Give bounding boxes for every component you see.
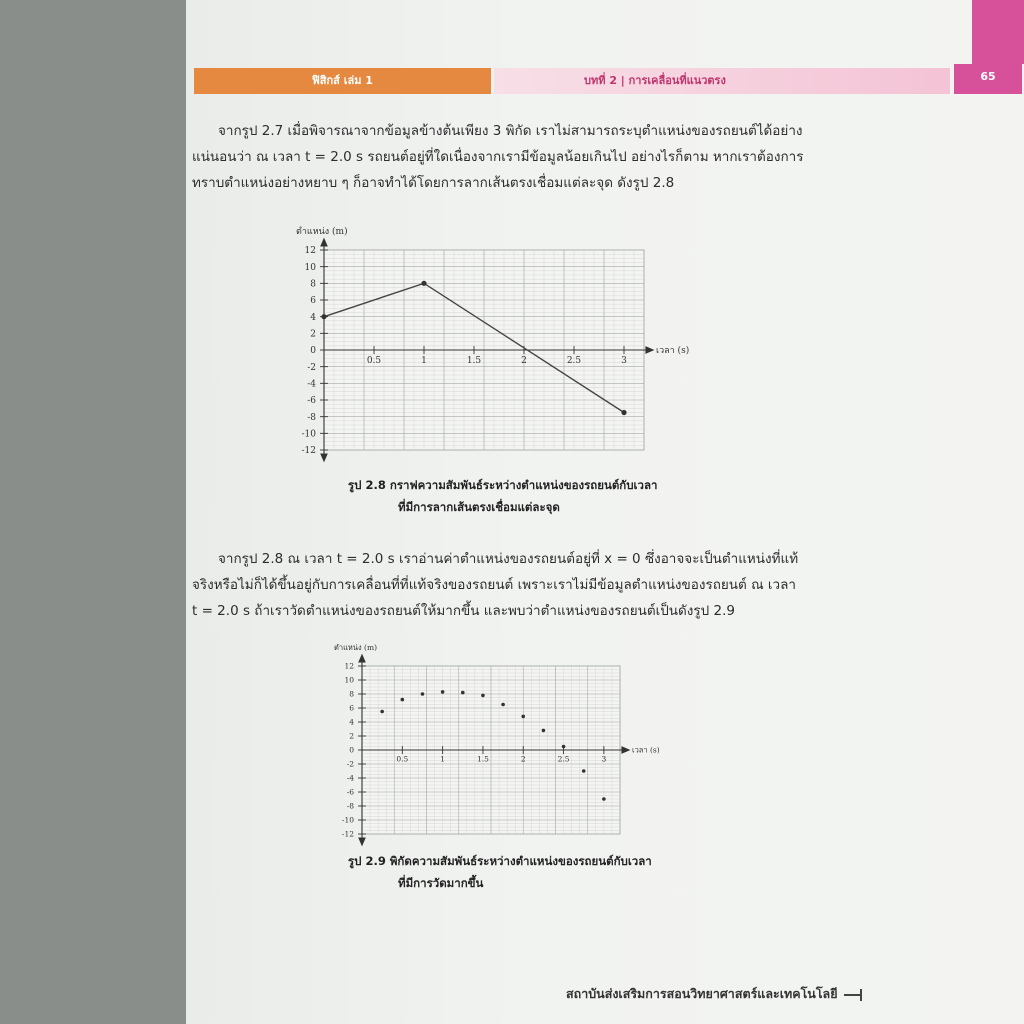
y-tick-label-10: -8 xyxy=(307,412,316,423)
data-point-2 xyxy=(421,692,425,696)
x-tick-label-0: 0.5 xyxy=(396,754,409,764)
y-tick-label-6: 0 xyxy=(349,745,354,755)
page-header xyxy=(194,64,1022,98)
y-tick-label-2: 8 xyxy=(310,279,316,290)
y-tick-label-7: -2 xyxy=(346,759,354,769)
data-point-0 xyxy=(380,710,384,714)
y-tick-label-0: 12 xyxy=(304,246,316,257)
y-tick-label-5: 2 xyxy=(310,329,316,340)
figure-2-9-caption-line-2: ที่มีการวัดมากขึ้น xyxy=(398,876,484,890)
y-axis-arrow-up xyxy=(359,655,365,662)
data-point-1 xyxy=(421,281,426,286)
paragraph-1 xyxy=(192,118,972,196)
x-axis-arrow xyxy=(622,747,629,753)
y-tick-label-9: -6 xyxy=(307,396,316,407)
x-tick-label-1: 1 xyxy=(440,754,446,764)
x-tick-label-3: 2 xyxy=(521,356,527,366)
data-point-5 xyxy=(481,694,485,698)
data-point-2 xyxy=(621,410,626,415)
data-point-1 xyxy=(401,698,405,702)
data-point-9 xyxy=(562,745,566,749)
data-point-7 xyxy=(521,715,525,719)
y-tick-label-8: -4 xyxy=(346,773,354,783)
chapter-title xyxy=(494,68,950,94)
x-tick-label-1: 1 xyxy=(421,356,427,366)
x-tick-label-0: 0.5 xyxy=(366,356,382,366)
y-tick-label-3: 6 xyxy=(349,703,354,713)
y-axis-label: ตำแหน่ง (m) xyxy=(296,227,348,237)
y-tick-label-12: -12 xyxy=(341,829,354,839)
paragraph-1-line-1: จากรูป 2.7 เมื่อพิจารณาจากข้อมูลข้างต้นเพียง 3 พิกัด เราไม่สามารถระบุตำแหน่งของรถยนต์ได้อย่าง xyxy=(218,123,803,139)
y-axis-arrow-up xyxy=(321,239,327,246)
data-point-10 xyxy=(582,769,586,773)
y-tick-label-8: -4 xyxy=(307,379,316,390)
paragraph-1-line-2: แน่นอนว่า ณ เวลา t = 2.0 s รถยนต์อยู่ที่ใดเนื่องจากเรามีข้อมูลน้อยเกินไป อย่างไรก็ตาม หากเราต้องการ xyxy=(192,149,804,165)
data-point-0 xyxy=(321,314,326,319)
x-tick-label-4: 2.5 xyxy=(557,754,570,764)
page-corner-tab xyxy=(972,0,1024,64)
x-tick-label-4: 2.5 xyxy=(566,356,582,366)
paragraph-2 xyxy=(192,546,972,624)
figure-2-8-chart xyxy=(284,222,704,477)
page-number: 65 xyxy=(954,64,1022,94)
data-point-3 xyxy=(441,690,445,694)
paragraph-2-line-2: จริงหรือไม่ก็ได้ขึ้นอยู่กับการเคลื่อนที่ที่แท้จริงของรถยนต์ เพราะเราไม่มีข้อมูลตำแหน่งของรถยนต์ ณ เวลา xyxy=(192,577,796,593)
y-tick-label-9: -6 xyxy=(346,787,354,797)
y-axis-arrow-down xyxy=(321,454,327,461)
y-tick-label-11: -10 xyxy=(341,815,354,825)
chapter-title-text: บทที่ 2 | การเคลื่อนที่แนวตรง xyxy=(584,74,726,87)
data-point-4 xyxy=(461,691,465,695)
book-page xyxy=(186,0,1024,1024)
paragraph-2-line-1: จากรูป 2.8 ณ เวลา t = 2.0 s เราอ่านค่าตำแหน่งของรถยนต์อยู่ที่ x = 0 ซึ่งอาจจะเป็นตำแหน่งที่แท้ xyxy=(218,551,799,567)
x-axis-arrow xyxy=(646,347,653,353)
x-axis-label: เวลา (s) xyxy=(656,346,690,357)
y-tick-label-3: 6 xyxy=(310,296,316,307)
figure-2-8-caption-line-2: ที่มีการลากเส้นตรงเชื่อมแต่ละจุด xyxy=(398,500,560,514)
y-tick-label-4: 4 xyxy=(310,312,316,323)
paragraph-2-line-3: t = 2.0 s ถ้าเราวัดตำแหน่งของรถยนต์ให้มากขึ้น และพบว่าตำแหน่งของรถยนต์เป็นดังรูป 2.9 xyxy=(192,603,735,619)
x-tick-label-2: 1.5 xyxy=(476,754,489,764)
y-tick-label-0: 12 xyxy=(344,661,354,671)
figure-2-9-chart xyxy=(326,643,666,857)
y-tick-label-11: -10 xyxy=(301,429,316,440)
y-tick-label-10: -8 xyxy=(346,801,354,811)
y-tick-label-5: 2 xyxy=(349,731,354,741)
data-point-8 xyxy=(542,729,546,733)
footer-publisher: สถาบันส่งเสริมการสอนวิทยาศาสตร์และเทคโนโลยี xyxy=(566,986,838,1001)
x-tick-label-2: 1.5 xyxy=(466,356,482,366)
figure-2-8-caption xyxy=(348,474,657,518)
x-axis-label: เวลา (s) xyxy=(632,745,660,755)
figure-2-9-caption xyxy=(348,850,652,894)
y-tick-label-1: 10 xyxy=(344,675,354,685)
y-tick-label-6: 0 xyxy=(310,346,316,357)
paragraph-1-line-3: ทราบตำแหน่งอย่างหยาบ ๆ ก็อาจทำได้โดยการลากเส้นตรงเชื่อมแต่ละจุด ดังรูป 2.8 xyxy=(192,175,675,191)
data-point-11 xyxy=(602,797,606,801)
y-axis-label: ตำแหน่ง (m) xyxy=(334,643,377,652)
page-footer xyxy=(566,984,862,1004)
x-tick-label-5: 3 xyxy=(601,754,607,764)
y-tick-label-12: -12 xyxy=(301,446,316,457)
x-tick-label-5: 3 xyxy=(621,356,627,366)
y-axis-arrow-down xyxy=(359,838,365,845)
y-tick-label-7: -2 xyxy=(307,362,316,373)
footer-mark xyxy=(844,994,862,996)
figure-2-9-caption-line-1: รูป 2.9 พิกัดความสัมพันธ์ระหว่างตำแหน่งของรถยนต์กับเวลา xyxy=(348,854,652,868)
x-tick-label-3: 2 xyxy=(520,754,526,764)
figure-2-8-caption-line-1: รูป 2.8 กราฟความสัมพันธ์ระหว่างตำแหน่งของรถยนต์กับเวลา xyxy=(348,478,658,492)
data-point-6 xyxy=(501,703,505,707)
y-tick-label-4: 4 xyxy=(349,717,354,727)
y-tick-label-2: 8 xyxy=(349,689,354,699)
book-title: ฟิสิกส์ เล่ม 1 xyxy=(194,68,491,94)
y-tick-label-1: 10 xyxy=(304,262,316,273)
